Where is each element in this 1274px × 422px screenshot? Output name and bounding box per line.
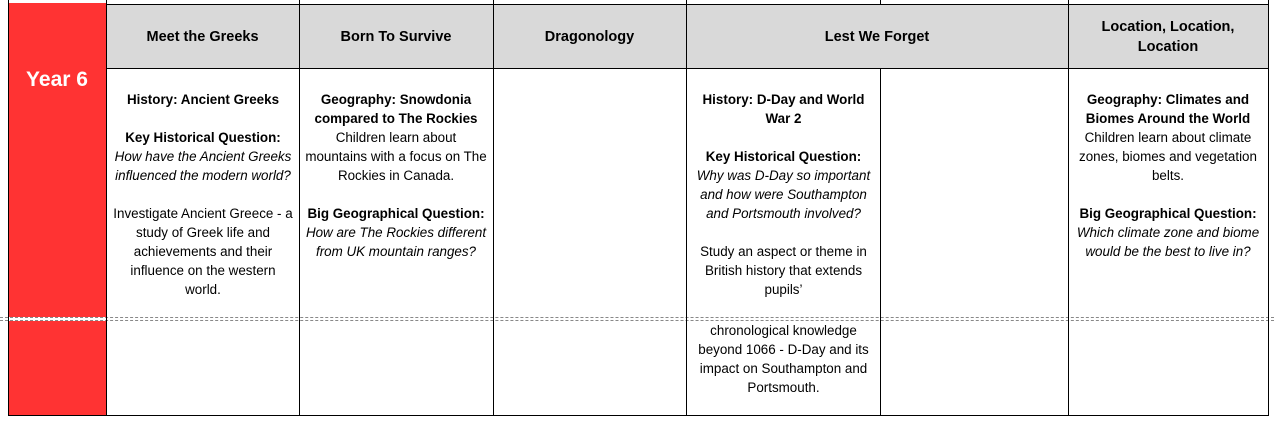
born-intro: Children learn about mountains with a focus on The Rockies in Canada. [305,130,487,183]
lest-content [693,90,874,299]
header-born-to-survive: Born To Survive [340,28,452,45]
location-content [1072,90,1264,261]
header-lest-we-forget: Lest We Forget [824,28,930,45]
year-cell-bottom [8,321,106,415]
born-question: How are The Rockies different from UK mountain ranges? [305,225,487,259]
lest-subject: History: D-Day and World War 2 [702,92,865,126]
location-subject: Geography: Climates and Biomes Around the World [1085,92,1251,126]
grid-line-5 [880,68,881,416]
header-location: Location, Location, Location [1101,18,1235,55]
header-meet-the-greeks: Meet the Greeks [146,28,259,45]
greeks-question: How have the Ancient Greeks influenced the modern world? [114,149,292,183]
lest-description-bottom: chronological knowledge beyond 1066 - D-Day and its impact on Southampton and Portsmouth. [698,323,869,395]
page-break-rule-lower [0,320,1274,321]
lest-question-label: Key Historical Question: [705,149,862,164]
lest-question: Why was D-Day so important and how were Southampton and Portsmouth involved? [696,168,871,221]
grid-line-5-header [880,0,881,4]
greeks-description: Investigate Ancient Greece - a study of Greek life and achievements and their influence on the western world. [113,206,293,297]
header-dragonology: Dragonology [544,28,635,45]
year-label: Year 6 [26,68,88,91]
born-content [304,90,488,261]
born-question-label: Big Geographical Question: [307,206,485,221]
grid-line-right [1268,0,1269,416]
header-bottom-rule [106,68,1268,69]
born-subject: Geography: Snowdonia compared to The Rockies [314,92,478,126]
bottom-rule [8,415,1268,416]
location-question: Which climate zone and biome would be the best to live in? [1076,225,1260,259]
year-cell-top [8,3,106,317]
location-intro: Children learn about climate zones, biomes and vegetation belts. [1079,130,1257,183]
lest-description-top: Study an aspect or theme in British history that extends pupils’ [700,244,867,297]
greeks-subject: History: Ancient Greeks [126,92,280,107]
greeks-content [112,90,294,299]
grid-line-left [8,0,9,416]
location-question-label: Big Geographical Question: [1079,206,1257,221]
page-break-rule-upper [0,317,1274,318]
greeks-question-label: Key Historical Question: [125,130,281,145]
lest-content-continued [693,321,874,397]
